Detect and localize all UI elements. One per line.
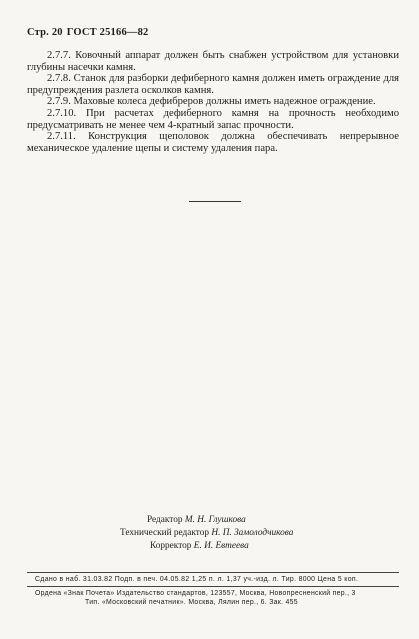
- imprint-bottom-rule: [27, 586, 399, 587]
- tech-editor-line: [120, 527, 293, 540]
- imprint-signature-line: Сдано в наб. 31.03.82 Подп. в печ. 04.05.82 1,25 п. л. 1,37 уч.-изд. л. Тир. 8000 Цена 5 коп.: [35, 576, 359, 583]
- clause-2-7-9: 2.7.9. Маховые колеса дефибреров должны иметь надежное ограждение.: [47, 96, 376, 108]
- standard-designation: ГОСТ 25166—82: [66, 27, 149, 38]
- tech-editor-role: Технический редактор: [120, 528, 210, 538]
- clause-2-7-11: 2.7.11. Конструкция щеполовок должна обеспечивать непрерывное механическое удаление щепы и систему удаления пара.: [27, 131, 399, 154]
- imprint-top-rule: [27, 572, 399, 573]
- end-of-text-rule: [189, 201, 241, 202]
- imprint-printer-line: Тип. «Московский печатник». Москва, Лялин пер., 6. Зак. 455: [85, 599, 298, 606]
- page-header: [27, 27, 149, 38]
- clause-2-7-10: 2.7.10. При расчетах дефиберного камня на прочность необходимо предусматривать не менее чем 4-кратный запас прочности.: [27, 107, 399, 131]
- page-number-label: Стр. 20: [27, 27, 63, 38]
- corrector-name: Е. И. Евтеева: [193, 541, 249, 551]
- imprint-publisher-line: Ордена «Знак Почета» Издательство стандартов, 123557, Москва, Новопресненский пер., 3: [35, 590, 356, 597]
- editor-line: [147, 514, 246, 527]
- editor-name: М. Н. Глушкова: [184, 515, 246, 525]
- editor-role: Редактор: [147, 515, 183, 525]
- clause-2-7-8: 2.7.8. Станок для разборки дефиберного камня должен иметь ограждение для предупреждения разлета осколков камня.: [27, 73, 399, 96]
- corrector-line: [150, 540, 249, 553]
- tech-editor-name: Н. П. Замолодчикова: [211, 528, 294, 538]
- corrector-role: Корректор: [150, 541, 192, 551]
- document-body: [27, 50, 399, 154]
- clause-2-7-7: 2.7.7. Ковочный аппарат должен быть снабжен устройством для установки глубины насечки камня.: [27, 50, 399, 73]
